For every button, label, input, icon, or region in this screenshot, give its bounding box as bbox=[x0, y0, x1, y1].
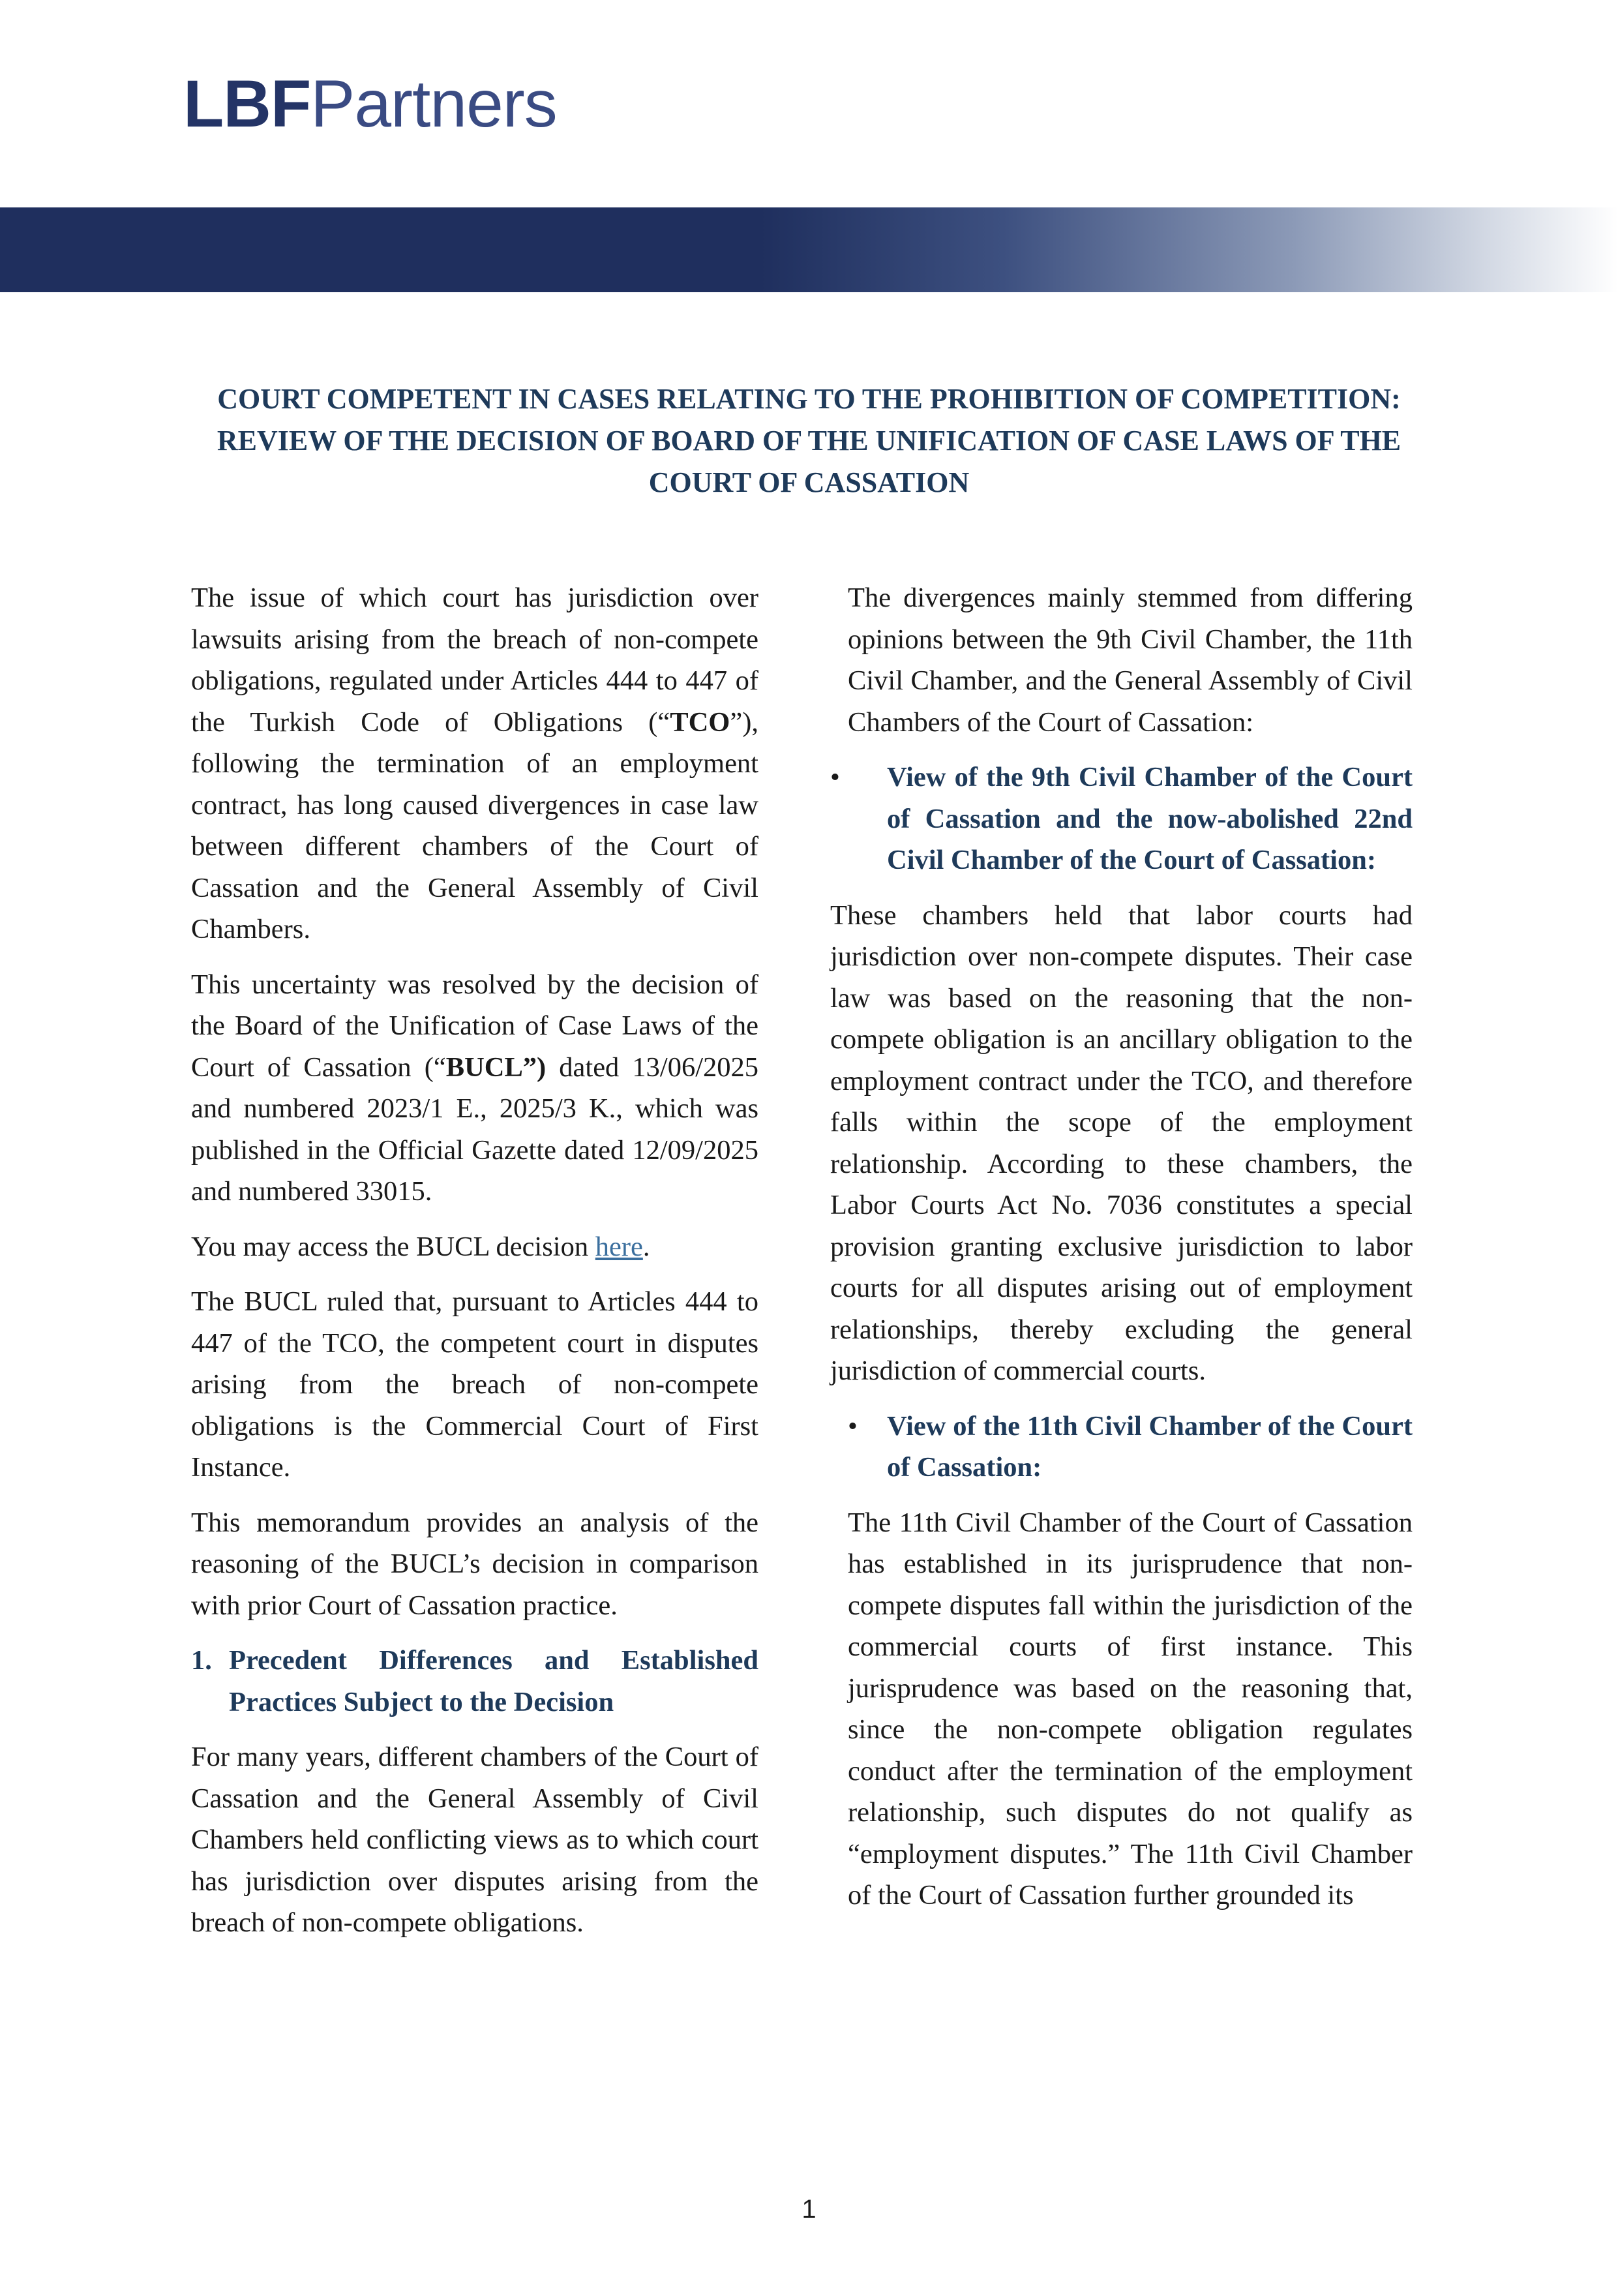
company-logo bbox=[183, 67, 557, 141]
header-banner bbox=[0, 207, 1618, 292]
divergence-paragraph: The divergences mainly stemmed from differing opinions between the 9th Civil Chamber, the 11th Civil Chamber, and the General Assembly of Civil Chambers of the Court of Cassation: bbox=[848, 582, 1413, 738]
logo-bold-text: LBF bbox=[183, 67, 311, 141]
left-column bbox=[191, 577, 758, 1957]
memorandum-paragraph: This memorandum provides an analysis of the reasoning of the BUCL’s decision in comparison with prior Court of Cassation practice. bbox=[191, 1507, 758, 1621]
access-paragraph bbox=[191, 1226, 758, 1268]
bullet-item-11th-chamber bbox=[830, 1406, 1413, 1488]
labor-courts-paragraph: These chambers held that labor courts had jurisdiction over non-compete disputes. Their case law was based on the reasoning that the non-compete obligation is an ancillary obligation to the employment contract under the TCO, and therefore falls within the scope of the employment relationship. According to these chambers, the Labor Courts Act No. 7036 constitutes a special provision granting exclusive jurisdiction to labor courts for all disputes arising out of employment relationships, thereby excluding the general jurisdiction of commercial courts. bbox=[830, 899, 1413, 1386]
bullet-icon: • bbox=[848, 1410, 858, 1442]
bullet-text: View of the 11th Civil Chamber of the Court of Cassation: bbox=[887, 1410, 1413, 1483]
page-number: 1 bbox=[802, 2195, 816, 2224]
text-run: This uncertainty was resolved by the decision of the Board of the Unification of Case Laws of the Court of Cassation (“ bbox=[191, 969, 758, 1083]
bullet-text: View of the 9th Civil Chamber of the Court of Cassation and the now-abolished 22nd Civil Chamber of the Court of Cassation: bbox=[887, 762, 1413, 875]
conflict-paragraph: For many years, different chambers of the Court of Cassation and the General Assembly of Civil Chambers held conflicting views as to which court has jurisdiction over disputes arising from the breach of non-compete obligations. bbox=[191, 1742, 758, 1938]
text-run: ”), following the termination of an employment contract, has long caused divergences in case law between different chambers of the Court of Cassation and the General Assembly of Civil Chambers. bbox=[191, 706, 758, 944]
section-heading bbox=[191, 1640, 758, 1723]
defined-term: TCO bbox=[670, 706, 730, 738]
text-run: You may access the BUCL decision bbox=[191, 1231, 595, 1262]
right-column bbox=[830, 577, 1413, 1930]
resolution-paragraph bbox=[191, 964, 758, 1213]
section-heading-text: Precedent Differences and Established Practices Subject to the Decision bbox=[229, 1645, 758, 1717]
document-title: COURT COMPETENT IN CASES RELATING TO THE PROHIBITION OF COMPETITION: REVIEW OF THE DECISION OF BOARD OF THE UNIFICATION OF CASE LAWS OF THE COURT OF CASSATION bbox=[217, 383, 1401, 498]
logo-light-text: Partners bbox=[310, 67, 557, 141]
decision-link[interactable]: here bbox=[595, 1231, 643, 1262]
text-run: dated 13/06/2025 and numbered 2023/1 E., 2025/3 K., which was published in the Official Gazette dated 12/09/2025 and numbered 33015. bbox=[191, 1051, 758, 1207]
bullet-icon: • bbox=[830, 762, 840, 793]
defined-term: BUCL”) bbox=[445, 1051, 547, 1083]
bullet-item-9th-chamber bbox=[830, 757, 1413, 881]
text-run: The issue of which court has jurisdiction over lawsuits arising from the breach of non-compete obligations, regulated under Articles 444 to 447 of the Turkish Code of Obligations (“ bbox=[191, 582, 758, 738]
commercial-courts-paragraph: The 11th Civil Chamber of the Court of Cassation has established in its jurisprudence that non-compete disputes fall within the jurisdiction of the commercial courts of first instance. This jurisprudence was based on the reasoning that, since the non-compete obligation regulates conduct after the termination of the employment relationship, such disputes do not qualify as “employment disputes.” The 11th Civil Chamber of the Court of Cassation further grounded its bbox=[848, 1507, 1413, 1911]
text-run: . bbox=[642, 1231, 650, 1262]
section-number: 1. bbox=[191, 1645, 212, 1676]
intro-paragraph bbox=[191, 577, 758, 950]
ruling-paragraph: The BUCL ruled that, pursuant to Articles 444 to 447 of the TCO, the competent court in disputes arising from the breach of non-compete obligations is the Commercial Court of First Instance. bbox=[191, 1286, 758, 1483]
